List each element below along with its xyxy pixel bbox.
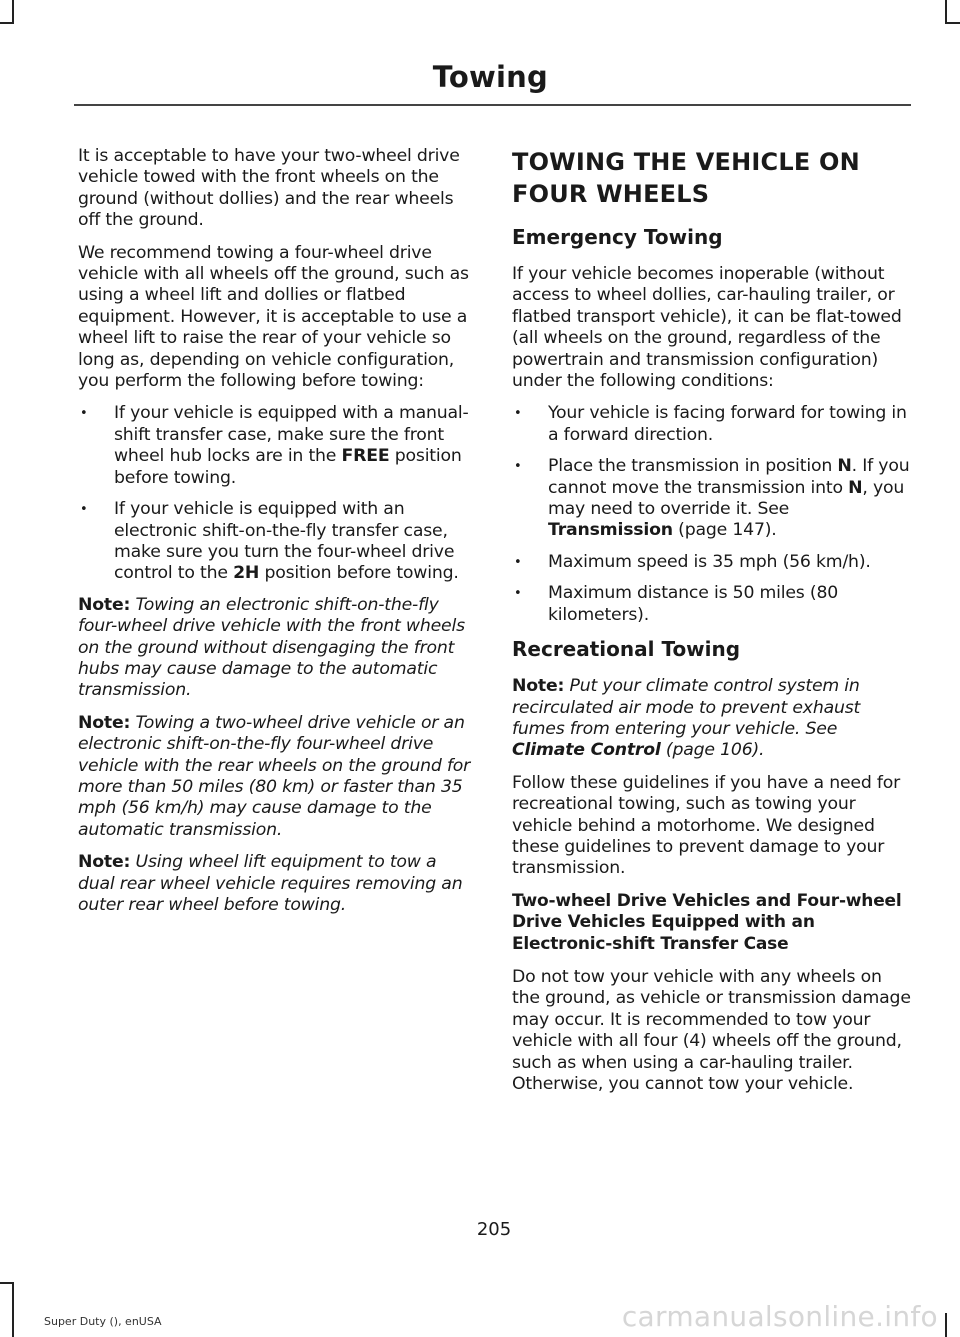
2h-label: 2H	[233, 563, 260, 584]
list-item: • Maximum speed is 35 mph (56 km/h).	[512, 552, 912, 573]
crop-mark-top-right-v	[945, 0, 947, 24]
paragraph-do-not-tow: Do not tow your vehicle with any wheels on the ground, as vehicle or transmission damage may occur. It is recommended to tow your vehicle with all four (4) wheels off the ground, such as when using a car-hauling trailer. Otherwise, you cannot tow your vehicle.	[512, 966, 911, 1094]
paragraph-guidelines: Follow these guidelines if you have a need for recreational towing, such as towing your vehicle behind a motorhome. We designed these guidelines to prevent damage to your transmission.	[512, 772, 901, 879]
paragraph-two-wheel-drive: It is acceptable to have your two-wheel drive vehicle towed with the front wheels on the ground (without dollies) and the rear wheels off the ground.	[78, 146, 460, 231]
subheading-recreational-towing: Recreational Towing	[512, 637, 741, 662]
bullet-list-conditions	[512, 403, 912, 626]
paragraph-four-wheel-drive: We recommend towing a four-wheel drive vehicle with all wheels off the ground, such as using a wheel lift and dollies or flatbed equipment. However, it is acceptable to use a wheel lift to raise the rear of your vehicle so long as, depending on vehicle configuration, you perform the following before towing:	[78, 242, 469, 392]
page-number: 205	[476, 1219, 512, 1240]
watermark: carmanualsonline.info	[621, 1300, 938, 1333]
subheading-emergency-towing: Emergency Towing	[512, 225, 723, 249]
subheading-two-wheel-drive: Two-wheel Drive Vehicles and Four-wheel Drive Vehicles Equipped with an Electronic-shift Transfer Case	[512, 890, 902, 954]
list-item: • If your vehicle is equipped with an electronic shift-on-the-fly transfer case, make sure you turn the four-wheel drive control to the 2H position before towing.	[78, 499, 474, 585]
note-climate: Note: Put your climate control system in recirculated air mode to prevent exhaust fumes from entering your vehicle. See Climate Control (page 106).	[512, 676, 861, 761]
crop-mark-top-left-h	[0, 22, 14, 24]
crop-mark-top-right-h	[945, 22, 960, 24]
section-heading-four-wheels: TOWING THE VEHICLE ON FOUR WHEELS	[512, 148, 860, 208]
paragraph-emergency: If your vehicle becomes inoperable (without access to wheel dollies, car-hauling trailer, or flatbed transport vehicle), it can be flat-towed (all wheels on the ground, regardless of the powertrain and transmission configuration) under the following conditions:	[512, 264, 902, 392]
crop-mark-bottom-right-v	[945, 1313, 947, 1337]
crop-mark-bottom-left-v	[12, 1282, 14, 1337]
note-3: Note: Using wheel lift equipment to tow a dual rear wheel vehicle requires removing an outer rear wheel before towing.	[78, 852, 463, 915]
list-item: • Maximum distance is 50 miles (80 kilometers).	[512, 583, 912, 626]
free-label: FREE	[341, 446, 390, 467]
note-2: Note: Towing a two-wheel drive vehicle or an electronic shift-on-the-fly four-wheel drive vehicle with the rear wheels on the ground for more than 50 miles (80 km) or faster than 35 mph (56 km/h) may cause damage to the automatic transmission.	[78, 712, 471, 840]
list-item: • Place the transmission in position N. If you cannot move the transmission into N, you may need to override it. See Transmission (page 147).	[512, 456, 912, 542]
document-info: Super Duty (), enUSA	[44, 1315, 162, 1328]
transmission-link[interactable]: Transmission	[548, 520, 673, 541]
crop-mark-bottom-left-h	[0, 1282, 14, 1284]
bullet-list-before-towing	[78, 403, 474, 584]
climate-control-link[interactable]: Climate Control	[512, 740, 661, 761]
list-item: • If your vehicle is equipped with a manual-shift transfer case, make sure the front wheel hub locks are in the FREE position before towing.	[78, 403, 474, 489]
left-column	[78, 146, 474, 927]
header-divider	[74, 104, 911, 106]
note-1: Note: Towing an electronic shift-on-the-fly four-wheel drive vehicle with the front wheels on the ground without disengaging the front hubs may cause damage to the automatic transmission.	[78, 594, 465, 701]
page-header-title: Towing	[432, 60, 548, 94]
list-item: • Your vehicle is facing forward for towing in a forward direction.	[512, 403, 912, 446]
right-column	[512, 146, 912, 1106]
crop-mark-top-left-v	[12, 0, 14, 24]
